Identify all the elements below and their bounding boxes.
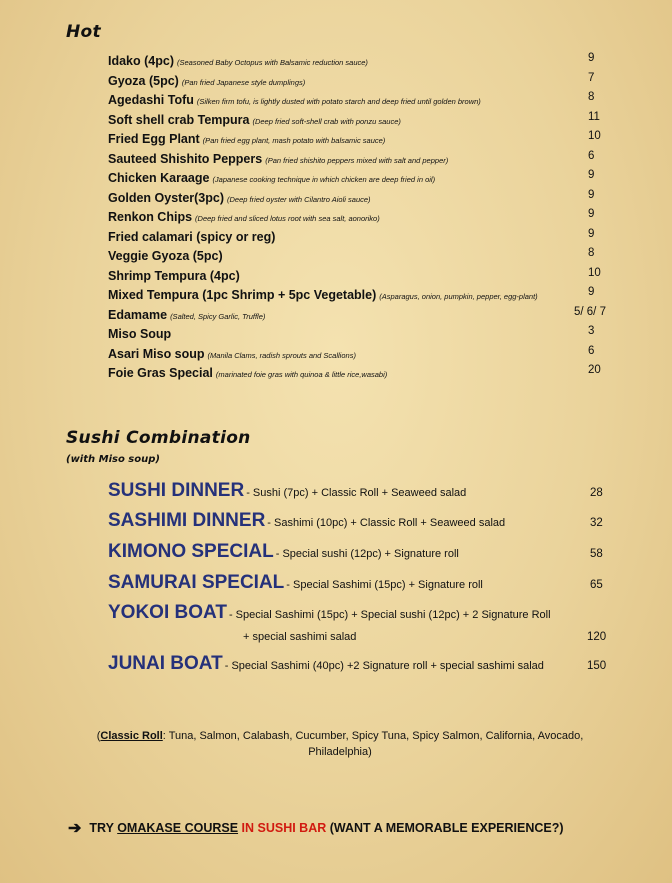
combo-item-price: 28 <box>590 487 603 499</box>
omakase-try: TRY <box>89 821 118 835</box>
hot-item-name: Edamame <box>108 307 168 322</box>
hot-item-name: Shrimp Tempura (4pc) <box>108 268 240 283</box>
sushi-section-subtitle: (with Miso soup) <box>66 454 160 465</box>
hot-item-description: (Asparagus, onion, pumpkin, pepper, egg-plant) <box>379 292 538 301</box>
hot-item-description: (Pan fried egg plant, mash potato with balsamic sauce) <box>202 136 386 145</box>
combo-item-continuation: + special sashimi salad <box>243 631 357 643</box>
combo-item-description: - Special Sashimi (15pc) + Signature roll <box>286 579 483 591</box>
hot-item-price: 9 <box>588 188 595 201</box>
hot-item-price: 8 <box>588 91 595 103</box>
hot-item-price: 10 <box>588 130 601 142</box>
hot-item-description: (Deep fried and sliced lotus root with sea salt, aonoriko) <box>195 214 380 223</box>
combo-item-price: 58 <box>590 548 603 560</box>
combo-item-name: KIMONO SPECIAL <box>108 541 274 562</box>
combo-item <box>108 602 551 624</box>
hot-item-name: Soft shell crab Tempura <box>108 112 250 127</box>
hot-menu-item <box>108 130 608 149</box>
hot-item-name: Sauteed Shishito Peppers <box>108 151 263 166</box>
hot-menu-item <box>108 286 608 305</box>
hot-item-price: 5/ 6/ 7 <box>574 305 606 318</box>
hot-item-price: 11 <box>588 110 600 123</box>
hot-item-price: 3 <box>588 325 595 337</box>
combo-item-name: JUNAI BOAT <box>108 653 223 674</box>
hot-item-name: Gyoza (5pc) <box>108 73 179 88</box>
hot-item-description: (Silken firm tofu, is lightly dusted with potato starch and deep fried until golden brown) <box>196 97 481 106</box>
hot-menu-item <box>108 364 608 383</box>
hot-menu-item <box>108 72 608 91</box>
hot-menu-item <box>108 228 608 247</box>
hot-item-description: (Deep fried soft-shell crab with ponzu sauce) <box>252 116 401 126</box>
hot-item-price: 8 <box>588 247 595 259</box>
omakase-course: OMAKASE COURSE <box>117 821 239 835</box>
hot-menu-item <box>108 208 608 227</box>
combo-item <box>108 653 544 675</box>
hot-item-name: Veggie Gyoza (5pc) <box>108 249 223 263</box>
combo-item-price: 150 <box>587 660 607 672</box>
hot-item-description: (marinated foie gras with quinoa & little rice,wasabi) <box>215 370 388 379</box>
hot-item-name: Fried calamari (spicy or reg) <box>108 229 276 244</box>
hot-item-name: Asari Miso soup <box>108 346 205 361</box>
hot-item-description: (Pan fried shishito peppers mixed with salt and pepper) <box>265 155 449 165</box>
hot-item-description: (Seasoned Baby Octopus with Balsamic reduction sauce) <box>177 58 368 67</box>
hot-menu-item <box>108 52 608 71</box>
hot-menu-item <box>108 111 608 130</box>
combo-item <box>108 541 459 563</box>
omakase-sushi-bar: IN SUSHI BAR <box>238 821 327 835</box>
hot-menu-item <box>108 325 608 344</box>
omakase-callout <box>68 818 564 838</box>
hot-item-description: (Japanese cooking technique in which chicken are deep fried in oil) <box>212 175 436 184</box>
hot-item-price: 10 <box>588 266 601 279</box>
combo-item <box>108 572 483 594</box>
hot-item-description: (Salted, Spicy Garlic, Truffle) <box>170 311 266 321</box>
classic-roll-label: Classic Roll <box>100 730 163 742</box>
hot-item-name: Fried Egg Plant <box>108 132 200 146</box>
hot-item-name: Idako (4pc) <box>108 54 174 68</box>
hot-section-title: Hot <box>66 22 101 42</box>
combo-item-price: 32 <box>590 517 603 529</box>
hot-item-price: 6 <box>588 344 595 357</box>
hot-item-price: 9 <box>588 227 595 240</box>
combo-item-price: 120 <box>587 631 607 643</box>
hot-item-price: 9 <box>588 208 595 220</box>
hot-item-name: Foie Gras Special <box>108 366 213 380</box>
hot-item-description: (Deep fried oyster with Cilantro Aioli sauce) <box>227 194 371 204</box>
combo-item-description: - Special sushi (12pc) + Signature roll <box>275 548 459 560</box>
right-arrow-icon: ➔ <box>68 820 82 837</box>
hot-menu-item <box>108 306 608 325</box>
combo-item-name: SAMURAI SPECIAL <box>108 572 285 593</box>
hot-item-name: Renkon Chips <box>108 210 193 224</box>
combo-item-name: YOKOI BOAT <box>108 602 227 623</box>
combo-item-description: - Sashimi (10pc) + Classic Roll + Seaweed salad <box>267 517 506 529</box>
combo-item <box>108 480 466 502</box>
hot-item-description: (Manila Clams, radish sprouts and Scallions) <box>207 350 356 360</box>
hot-item-price: 9 <box>588 169 595 181</box>
hot-item-name: Agedashi Tofu <box>108 93 194 107</box>
hot-item-name: Chicken Karaage <box>108 171 210 185</box>
hot-item-price: 6 <box>588 149 595 162</box>
combo-item-name: SUSHI DINNER <box>108 480 245 501</box>
omakase-tail: (WANT A MEMORABLE EXPERIENCE?) <box>326 821 564 835</box>
combo-item-name: SASHIMI DINNER <box>108 510 266 531</box>
hot-item-name: Golden Oyster(3pc) <box>108 190 224 205</box>
combo-item-price: 65 <box>590 579 603 591</box>
hot-item-price: 9 <box>588 52 595 64</box>
hot-menu-item <box>108 91 608 110</box>
hot-item-name: Mixed Tempura (1pc Shrimp + 5pc Vegetable) <box>108 288 377 302</box>
classic-roll-text: : Tuna, Salmon, Calabash, Cucumber, Spicy Tuna, Spicy Salmon, California, Avocado, Philadelphia) <box>162 730 584 758</box>
combo-item-description: - Sushi (7pc) + Classic Roll + Seaweed salad <box>246 487 467 499</box>
combo-item <box>108 510 505 532</box>
hot-menu-item <box>108 150 608 169</box>
hot-menu-item <box>108 267 608 286</box>
hot-item-name: Miso Soup <box>108 327 172 341</box>
hot-menu-item <box>108 345 608 364</box>
hot-item-price: 7 <box>588 71 595 84</box>
hot-menu-item <box>108 169 608 188</box>
hot-item-price: 20 <box>588 364 601 376</box>
combo-item-description: - Special Sashimi (15pc) + Special sushi (12pc) + 2 Signature Roll <box>228 609 551 621</box>
hot-menu-item <box>108 189 608 208</box>
hot-menu-item <box>108 247 608 266</box>
classic-roll-open: ( <box>96 730 101 742</box>
sushi-section-title: Sushi Combination <box>66 428 251 448</box>
classic-roll-note <box>70 728 610 760</box>
hot-item-price: 9 <box>588 286 595 298</box>
hot-item-description: (Pan fried Japanese style dumplings) <box>181 77 306 87</box>
combo-item-description: - Special Sashimi (40pc) +2 Signature roll + special sashimi salad <box>224 660 544 672</box>
